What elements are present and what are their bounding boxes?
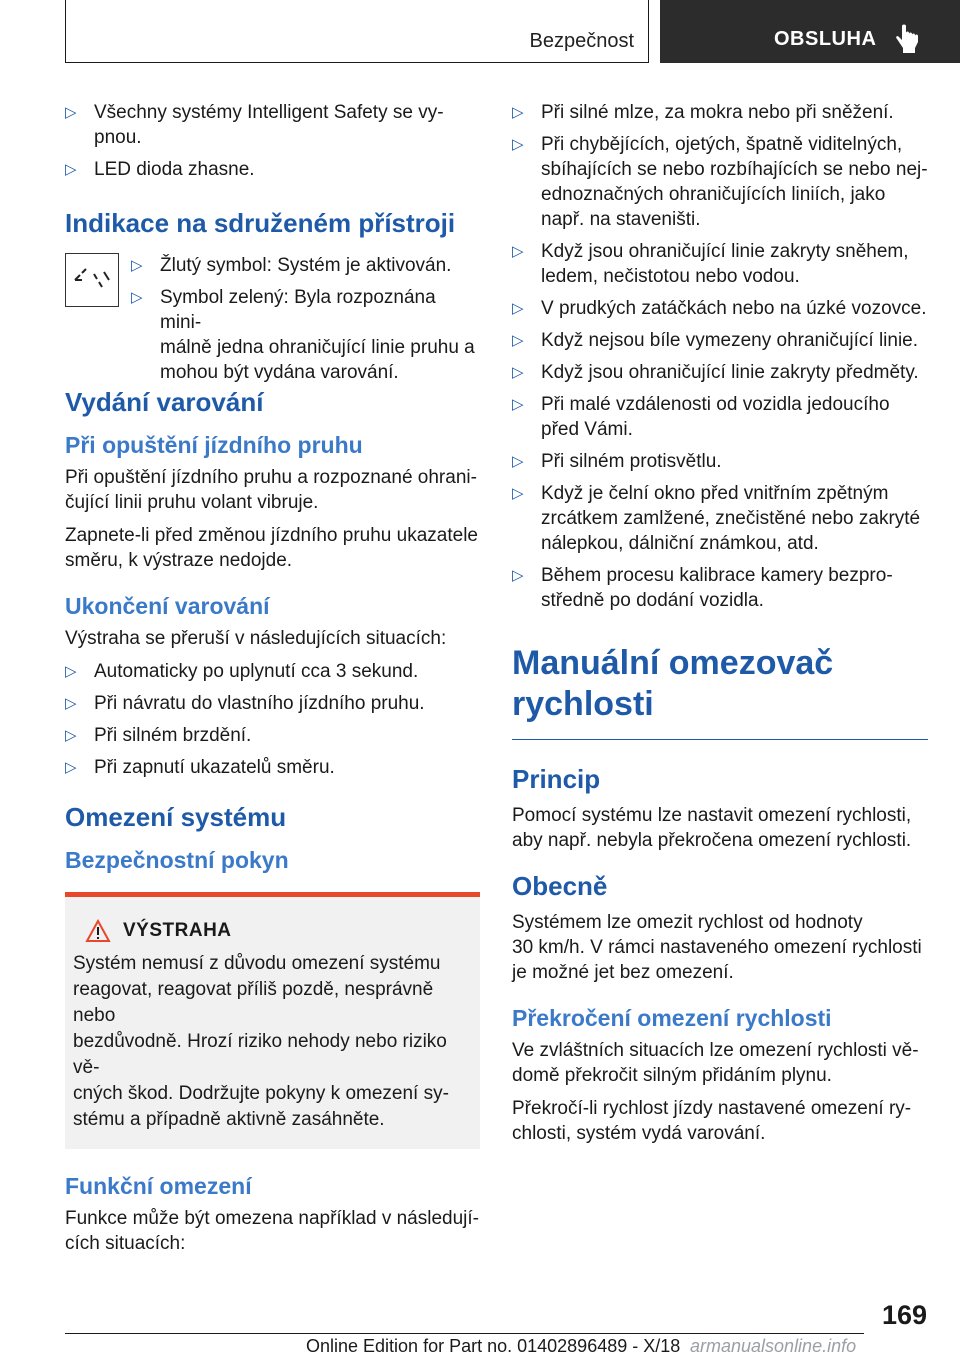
list-item: ▷ Když je čelní okno před vnitřním zpětným zrcátkem zamlžené, znečistěné nebo zakryté nálepkou, dálniční známkou, atd. (512, 483, 921, 554)
list-item: ▷ Všechny systémy Intelligent Safety se vy- pnou. (65, 102, 444, 148)
list-item: ▷ Při návratu do vlastního jízdního pruhu. (65, 693, 425, 714)
warning-box (65, 892, 480, 1149)
principle-text: Pomocí systému lze nastavit omezení rychlosti, aby např. nebyla překročena omezení rychlosti. (512, 805, 912, 851)
edition-text: Online Edition for Part no. 01402896489 - X/18 (306, 1336, 681, 1356)
lane-leave-paragraph-2: Zapnete-li před změnou jízdního pruhu ukazatele směru, k výstraze nedojde. (65, 525, 478, 571)
list-item: ▷ Když jsou ohraničující linie zakryty předměty. (512, 362, 919, 383)
limits-heading: Omezení systému (65, 802, 287, 832)
list-item: ▷ Když jsou ohraničující linie zakryty sněhem, ledem, nečistotou nebo vodou. (512, 241, 909, 287)
main-heading: Manuální omezovač rychlosti (512, 644, 834, 723)
list-item: ▷ Při malé vzdálenosti od vozidla jedoucího před Vámi. (512, 394, 890, 440)
chapter-tab[interactable] (660, 0, 960, 63)
general-heading: Obecně (512, 871, 608, 901)
list-item: ▷ Když nejsou bíle vymezeny ohraničující linie. (512, 330, 919, 351)
end-warning-intro: Výstraha se přeruší v následujících situacích: (65, 628, 447, 649)
right-column (512, 100, 928, 1154)
list-item: ▷ Symbol zelený: Byla rozpoznána mini- málně jedna ohraničující linie pruhu a mohou být vydána varování. (131, 287, 475, 383)
list-item: ▷ Při zapnutí ukazatelů směru. (65, 757, 335, 778)
footer-divider (65, 1333, 864, 1334)
section-title: Bezpečnost (529, 30, 634, 52)
list-item: ▷ Při silném brzdění. (65, 725, 252, 746)
indicator-heading: Indikace na sdruženém přístroji (65, 208, 456, 238)
hand-pointer-icon (894, 24, 920, 54)
principle-heading: Princip (512, 764, 601, 794)
safety-heading: Bezpečnostní pokyn (65, 847, 289, 873)
indicator-block (65, 253, 480, 383)
end-warning-heading: Ukončení varování (65, 593, 270, 619)
list-item: ▷ Při silném protisvětlu. (512, 451, 722, 472)
exceed-heading: Překročení omezení rychlosti (512, 1005, 832, 1031)
list-item: ▷ V prudkých zatáčkách nebo na úzké vozovce. (512, 298, 927, 319)
header-section-box (65, 0, 649, 63)
list-item: ▷ Žlutý symbol: Systém je aktivován. (131, 255, 452, 276)
general-text: Systémem lze omezit rychlost od hodnoty 30 km/h. V rámci nastaveného omezení rychlosti je možné jet bez omezení. (512, 912, 922, 983)
heading-divider (512, 739, 928, 740)
function-limits-text: Funkce může být omezena například v následují- cích situacích: (65, 1208, 479, 1254)
warning-triangle-icon (85, 919, 111, 943)
warning-label: VÝSTRAHA (123, 920, 232, 941)
exceed-text-2: Překročí-li rychlost jízdy nastavené omezení ry- chlosti, systém vydá varování. (512, 1098, 912, 1144)
warning-heading: Vydání varování (65, 387, 264, 417)
lane-leave-heading: Při opuštění jízdního pruhu (65, 432, 363, 458)
left-column (65, 100, 480, 1264)
list-item: ▷ LED dioda zhasne. (65, 159, 255, 180)
function-limits-heading: Funkční omezení (65, 1173, 252, 1199)
list-item: ▷ Při silné mlze, za mokra nebo při sněžení. (512, 102, 894, 123)
lane-departure-indicator-icon (65, 253, 119, 307)
chapter-tab-label: OBSLUHA (774, 28, 877, 50)
warning-text: Systém nemusí z důvodu omezení systému reagovat, reagovat příliš pozdě, nesprávně nebo bezdůvodně. Hrozí riziko nehody nebo riziko vě- cných škod. Dodržujte pokyny k omezení sy- stému a případně aktivně zasáhněte. (73, 953, 449, 1130)
exceed-text: Ve zvláštních situacích lze omezení rychlosti vě- domě překročit silným přidáním plynu. (512, 1040, 919, 1086)
watermark: armanualsonline.info (690, 1336, 857, 1356)
list-item: ▷ Během procesu kalibrace kamery bezpro- středně po dodání vozidla. (512, 565, 893, 611)
list-item: ▷ Automaticky po uplynutí cca 3 sekund. (65, 661, 419, 682)
list-item: ▷ Při chybějících, ojetých, špatně viditelných, sbíhajících se nebo rozbíhajících se nebo nej- ednoznačných ohraničujících liniích, jako např. na staveništi. (512, 134, 928, 230)
page-number: 169 (881, 1300, 927, 1330)
lane-leave-paragraph: Při opuštění jízdního pruhu a rozpoznané ohrani- čující linii pruhu volant vibruje. (65, 467, 477, 513)
